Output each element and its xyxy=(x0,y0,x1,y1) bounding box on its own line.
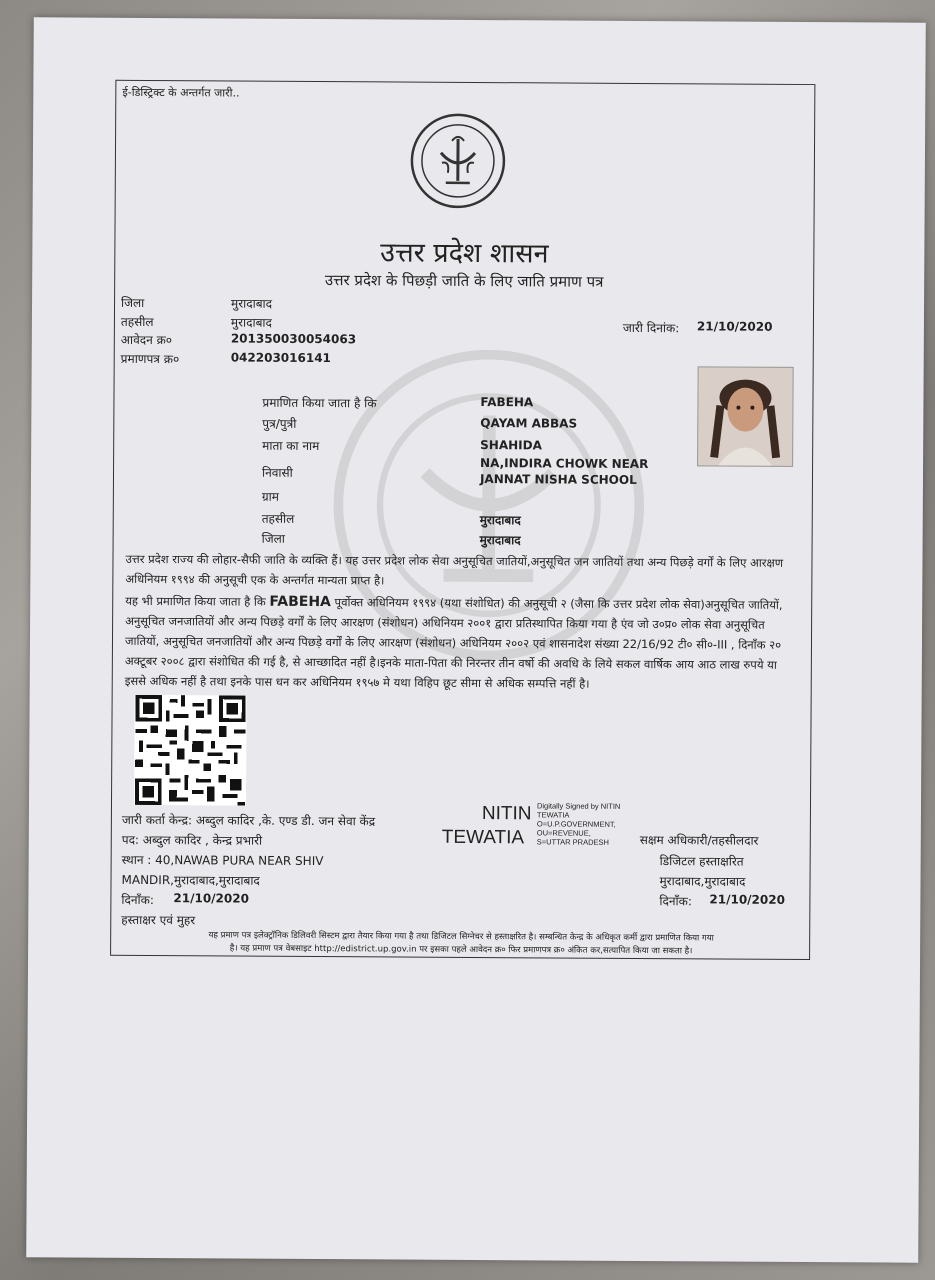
person-district-label: जिला xyxy=(261,531,285,546)
footer-line-1: यह प्रमाण पत्र इलेक्ट्रॉनिक डिलिवरी सिस्टम द्वारा तैयार किया गया है तथा डिजिटल सिग्नेचर से हस्ताक्षरित है। सम्बन्धित केन्द्र के अधिकृत कर्मी द्वारा प्रमाणित किया गया xyxy=(208,930,714,944)
person-name: FABEHA xyxy=(480,395,534,410)
address-line-2: JANNAT NISHA SCHOOL xyxy=(479,472,637,487)
certify-label: प्रमाणित किया जाता है कि xyxy=(262,395,377,411)
digital-signature-details xyxy=(537,801,621,847)
application-number: 201350030054063 xyxy=(230,331,357,347)
issuer-place-line-1: स्थान : 40,NAWAB PURA NEAR SHIV xyxy=(121,852,324,869)
tehsil-label: तहसील xyxy=(120,314,154,330)
issuer-date-value: 21/10/2020 xyxy=(173,891,250,906)
issuer-place-line-2: MANDIR,मुरादाबाद,मुरादाबाद xyxy=(121,872,260,888)
father-name: QAYAM ABBAS xyxy=(480,416,578,431)
sig-detail-3: O=U.P.GOVERNMENT, xyxy=(536,819,616,829)
document-title: उत्तर प्रदेश शासन xyxy=(380,237,549,270)
certificate-number: 042203016141 xyxy=(230,350,331,366)
sig-detail-1: Digitally Signed by NITIN xyxy=(536,801,621,811)
para2-text: पूर्वोक्त अधिनियम १९९४ (यथा संशोधित) की अनुसूची २ (जैसा कि उत्तर प्रदेश लोक सेवा)अनुसूचित जातियों, अनुसूचित जनजातियों और अन्य पिछड़े वर्गों के लिए आरक्षण (संशोधन) अधिनियम २००१ द्वारा प्रतिस्थापित किया गया है एंव जो उ०प्र० लोक सेवा अनुसूचित जातियों, अनुसूचित जनजातियों और अन्य पिछड़े वर्गों के लिए आरक्षण (संशोधन) अधिनियम २००२ एवं शासनादेश संख्या 22/16/92 टी० सी०-III , दिनाँक २० अक्टूबर २००८ द्वारा संशोधित की गई है, से आच्छादित नहीं है।इनके माता-पिता की निरन्तर तीन वर्षो की अवधि के लिये सकल वार्षिक आय आठ लाख रुपये या इससे अधिक नहीं है तथा इनके पास धन कर अधिनियम १९५७ मे यथा विहिप छूट सीमा से अधिक सम्पत्ति नहीं है। xyxy=(124,595,783,691)
child-of-label: पुत्र/पुत्री xyxy=(262,416,297,431)
footer-line-2: है। यह प्रमाण पत्र वेबसाइट http://edistrict.up.gov.in पर इसका पहले आवेदन क्र० फिर प्रमाणपत्र क्र० अंकित कर,सत्यापित किया जा सकता है। xyxy=(229,943,693,957)
signer-name-line-1: NITIN xyxy=(481,803,532,825)
address-line-1: NA,INDIRA CHOWK NEAR xyxy=(480,456,649,472)
up-government-emblem-icon xyxy=(408,111,509,212)
certification-paragraph xyxy=(125,591,802,695)
resident-label: निवासी xyxy=(261,465,293,480)
certificate-label: प्रमाणपत्र क्र० xyxy=(120,351,180,367)
authority-date-label: दिनाँक: xyxy=(659,894,692,909)
authority-date-value: 21/10/2020 xyxy=(709,892,786,907)
issuer-sign-label: हस्ताक्षर एवं मुहर xyxy=(121,912,196,928)
qr-code-icon xyxy=(134,695,247,806)
sig-detail-2: TEWATIA xyxy=(536,810,570,820)
applicant-portrait-icon xyxy=(698,367,793,466)
person-district-value: मुरादाबाद xyxy=(479,533,521,548)
para2-prefix: यह भी प्रमाणित किया जाता है कि xyxy=(125,593,266,609)
caste-declaration-paragraph: उत्तर प्रदेश राज्य की लोहार-सैफी जाति के व्यक्ति हैं। यह उत्तर प्रदेश लोक सेवा अनुसूचित जातियों,अनुसूचित जन जातियों तथा अन्य पिछड़े वर्गों के लिए आरक्षण अधिनियम १९९४ की अनुसूची एक के अन्तर्गत मान्यता प्राप्त है। xyxy=(125,551,784,588)
sig-detail-5: S=UTTAR PRADESH xyxy=(536,837,609,847)
applicant-photo xyxy=(697,366,794,467)
document-subtitle: उत्तर प्रदेश के पिछड़ी जाति के लिए जाति प्रमाण पत्र xyxy=(324,271,604,291)
person-tehsil-label: तहसील xyxy=(261,511,295,526)
mother-name: SHAHIDA xyxy=(480,438,542,453)
application-label: आवेदन क्र० xyxy=(120,332,173,348)
signer-name-line-2: TEWATIA xyxy=(441,826,525,849)
district-value: मुरादाबाद xyxy=(231,296,273,311)
issuer-post: पद: अब्दुल कादिर , केन्द्र प्रभारी xyxy=(121,832,263,848)
para2-name: FABEHA xyxy=(269,593,331,611)
certificate-paper xyxy=(26,17,926,1262)
district-label: जिला xyxy=(121,295,145,310)
issue-date-label: जारी दिनांक: xyxy=(622,320,680,336)
authority-place: मुरादाबाद,मुरादाबाद xyxy=(659,874,746,889)
issue-date-value: 21/10/2020 xyxy=(696,319,773,334)
header-note: ई-डिस्ट्रिक्ट के अन्तर्गत जारी.. xyxy=(122,85,240,100)
authority-digital: डिजिटल हस्ताक्षरित xyxy=(659,854,744,869)
issuer-date-label: दिनाँक: xyxy=(121,892,154,908)
certificate-border xyxy=(110,80,815,960)
tehsil-value: मुरादाबाद xyxy=(230,315,272,330)
person-tehsil-value: मुरादाबाद xyxy=(479,513,521,528)
mother-label: माता का नाम xyxy=(262,438,320,454)
issuer-center: जारी कर्ता केन्द्र: अब्दुल कादिर ,के. एण्ड डी. जन सेवा केंद्र xyxy=(121,812,376,829)
footer-note xyxy=(121,929,801,959)
sig-detail-4: OU=REVENUE, xyxy=(536,828,591,838)
village-label: ग्राम xyxy=(261,489,279,504)
authority-title: सक्षम अधिकारी/तहसीलदार xyxy=(639,833,759,848)
